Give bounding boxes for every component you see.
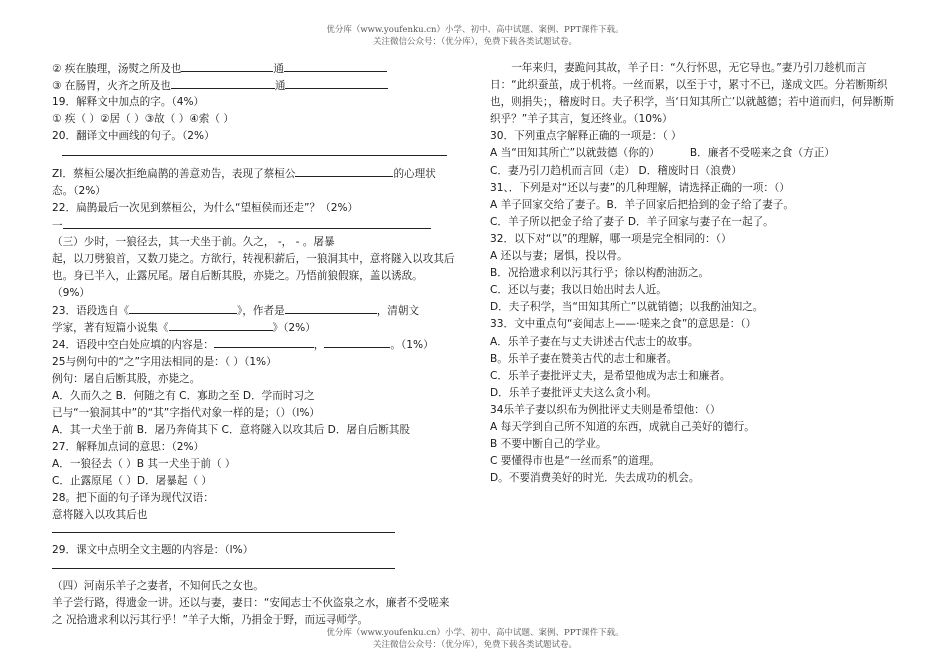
- question-28: 28。把下面的句子译为现代汉语：: [52, 492, 214, 505]
- question-32-d: D．夫子积学，当“田知其所亡”以就销德；以我酌油知之。: [490, 301, 764, 314]
- question-33-a: A．乐羊子妻在与丈夫讲述古代志士的故事。: [490, 335, 699, 348]
- question-27: 27．解释加点词的意思：（2%）: [52, 440, 205, 453]
- text: ，: [313, 339, 325, 352]
- question-33-c: C．乐羊子妻批评丈夫，是希望他成为志士和廉者。: [490, 369, 731, 382]
- blank[interactable]: [214, 336, 314, 348]
- question-31-ab: A 羊子回家交给了妻子。B．羊子回家后把拾到的金子给了妻子。: [490, 198, 794, 211]
- question-32: 32．以下对“以”的理解，哪一项是完全相同的：（）: [490, 232, 732, 245]
- passage-3-title: （三）少时，一狼径去，其一犬坐于前。久之， -， - 。屠暴: [52, 235, 335, 248]
- left-column: [52, 60, 457, 629]
- answer-line[interactable]: [63, 217, 431, 229]
- question-34: 34乐羊子妻以织布为例批评丈夫则是希望他：（）: [490, 403, 721, 416]
- question-25-options: A．久而久之 B．何随之有 C．寡助之至 D．学而时习之: [52, 389, 315, 402]
- question-24: [52, 336, 457, 353]
- question-30: 30．下列重点字解释正确的一项是：（ ）: [490, 130, 682, 143]
- question-30-cd: C．妻乃引刀趋机而言回（走） D．稽废时日（浪费）: [490, 164, 742, 177]
- text: ② 疾在腠理，汤熨之所及也: [52, 63, 182, 75]
- footer-line-2: 关注微信公众号：（优分库），免费下载各类试题试卷。: [372, 640, 577, 650]
- passage-4-body: 羊子尝行路，得遗金一讲。还以与妻，妻日：“安闻志士不伙盗泉之水，廉者不受嗟来之 况拾遗求利以污其行乎！”羊子大惭，乃捐金于野，而远寻师学。: [52, 596, 450, 626]
- question-34-b: B 不要中断自己的学业。: [490, 438, 607, 451]
- question-33-b: B。乐羊子妻在赞美古代的志士和廉者。: [490, 352, 678, 365]
- blank[interactable]: [285, 302, 377, 314]
- question-32-a: A 还以与妻；屠惧，投以骨。: [490, 250, 628, 263]
- question-28-sentence: 意将隧入以攻其后也: [52, 509, 148, 522]
- question-32-c: C．还以与妻；我以日始出时去人近。: [490, 284, 667, 297]
- fill-line-3: [52, 77, 457, 94]
- question-29: 29．课文中点明全文主题的内容是：（l%）: [52, 544, 254, 557]
- text: 23．语段选自《: [52, 305, 130, 318]
- blank[interactable]: [169, 319, 273, 331]
- question-25-example: 例句：屠自后断其股，亦毙之。: [52, 372, 201, 385]
- blank[interactable]: [171, 77, 275, 89]
- question-23-cont: [52, 319, 457, 336]
- question-20: 20．翻译文中画线的句子。（2%）: [52, 130, 215, 143]
- question-33-d: D．乐羊子妻批评丈夫这么贪小利。: [490, 386, 658, 399]
- text: 。（1%）: [390, 339, 434, 352]
- text: ③ 在肠胃，火齐之所及也: [52, 80, 171, 93]
- answer-line[interactable]: [52, 560, 395, 569]
- text: 通: [273, 63, 284, 75]
- question-27-cd: C．止露原尾（ ）D．屠暴起（ ）: [52, 475, 213, 488]
- question-34-c: C 要懂得市也是“一丝而系”的道理。: [490, 455, 661, 468]
- question-27-ab: A．一狼径去（ ）B 其一犬坐于前（ ）: [52, 458, 236, 471]
- text: 学家，著有短篇小说集《: [52, 322, 169, 335]
- question-22-answer: [52, 217, 457, 234]
- text: 24．语段中空白处应填的内容是：: [52, 339, 214, 352]
- option-b: B．廉者不受嗟来之食（方正）: [689, 147, 835, 160]
- blank[interactable]: [285, 77, 388, 89]
- question-34-a: A 每天学到自己所不知道的东西，成就自己美好的德行。: [490, 420, 755, 433]
- fill-line-2: [52, 60, 457, 77]
- question-30-ab: [490, 145, 898, 162]
- passage-3-score: （9%）: [52, 287, 90, 300]
- blank[interactable]: [324, 336, 390, 348]
- passage-4-cont: 一年来归，妻跪问其故，羊子日：“久行怀思，无它导也。”妻乃引刀趁机而言日：“此织蚕茧，成于机将。一丝而累，以至于寸，累寸不已，遂成文匹。分若断斯织也，则捐失；，稽废时日。夫子积学，当‘日知其所亡’以就越德；若中道而归，何异断斯织乎？”羊子其言，复还终业。（10%）: [490, 62, 894, 126]
- text: 一: [52, 219, 63, 232]
- question-19-options: ① 疾（ ）②居（ ）③故（ ）④索（ ）: [52, 113, 234, 126]
- text: ZI．蔡桓公屡次拒绝扁鹊的善意劝告，表现了蔡桓公: [52, 168, 296, 181]
- passage-3-body: 起，以刀劈狼首，又数刀毙之。方欲行，转视积薪后，一狼洞其中，意将隧入以攻其后也。身已半入，止露尻尾。屠自后断其股，亦毙之。乃悟前狼假寐，盖以诱敌。: [52, 252, 455, 283]
- question-34-d: D。不要消费美好的时光．失去成功的机会。: [490, 472, 700, 485]
- text: 通: [274, 80, 286, 93]
- page-footer: [0, 627, 950, 651]
- question-21-cont: 态。（2%）: [52, 184, 106, 197]
- question-23: [52, 302, 457, 319]
- header-line-2: 关注微信公众号：（优分库），免费下载各类试题试卷。: [372, 37, 577, 47]
- question-31: 31、．下列是对“还以与妻”的几种理解，请选择正确的一项：（）: [490, 181, 790, 194]
- answer-line[interactable]: [52, 524, 395, 533]
- question-21: [52, 165, 457, 182]
- page-header: [0, 24, 950, 48]
- question-25: 25与例句中的“之”字用法相同的是：（ ）（1%）: [52, 355, 277, 368]
- passage-4-title: （四）河南乐羊子之妻者，不知何氏之女也。: [52, 579, 264, 592]
- text: 》（2%）: [272, 322, 316, 335]
- question-26-options: A．其一犬坐于前 B．屠乃奔倚其下 C．意将隧入以攻其后 D．屠自后断其股: [52, 423, 410, 436]
- question-31-cd: C．羊子所以把金子给了妻子 D．羊子回家与妻子在一起了。: [490, 215, 774, 228]
- question-32-b: B．况拾遗求利以污其行乎；徐以构酌油沥之。: [490, 267, 710, 280]
- question-22: 22．扁鹊最后一次见到蔡桓公，为什么“望桓侯而还走”？（2%）: [52, 201, 359, 214]
- text: 》，作者是: [237, 305, 285, 318]
- text: 的心理状: [393, 168, 436, 181]
- blank[interactable]: [129, 302, 237, 314]
- blank[interactable]: [295, 165, 393, 177]
- question-19: 19．解释文中加点的字。（4%）: [52, 96, 205, 109]
- answer-line[interactable]: [62, 147, 447, 156]
- blank[interactable]: [284, 60, 387, 72]
- header-line-1: 优分库（www.youfenku.cn）小学、初中、高中试题、案例、PPT课件下载。: [326, 25, 624, 35]
- option-a: A 当“田知其所亡”以就鼓德（你的）: [490, 147, 660, 160]
- blank[interactable]: [181, 60, 273, 72]
- question-26: 已与“一狼洞其中”的“其”字指代对象一样的是；（）（l%）: [52, 406, 321, 419]
- question-33: 33．文中重点句“妾闻志上——·嗟来之食”的意思是：（）: [490, 318, 757, 331]
- right-column: [490, 60, 898, 487]
- text: ，清朝文: [376, 305, 420, 318]
- footer-line-1: 优分库（www.youfenku.cn）小学、初中、高中试题、案例、PPT课件下载。: [326, 628, 624, 638]
